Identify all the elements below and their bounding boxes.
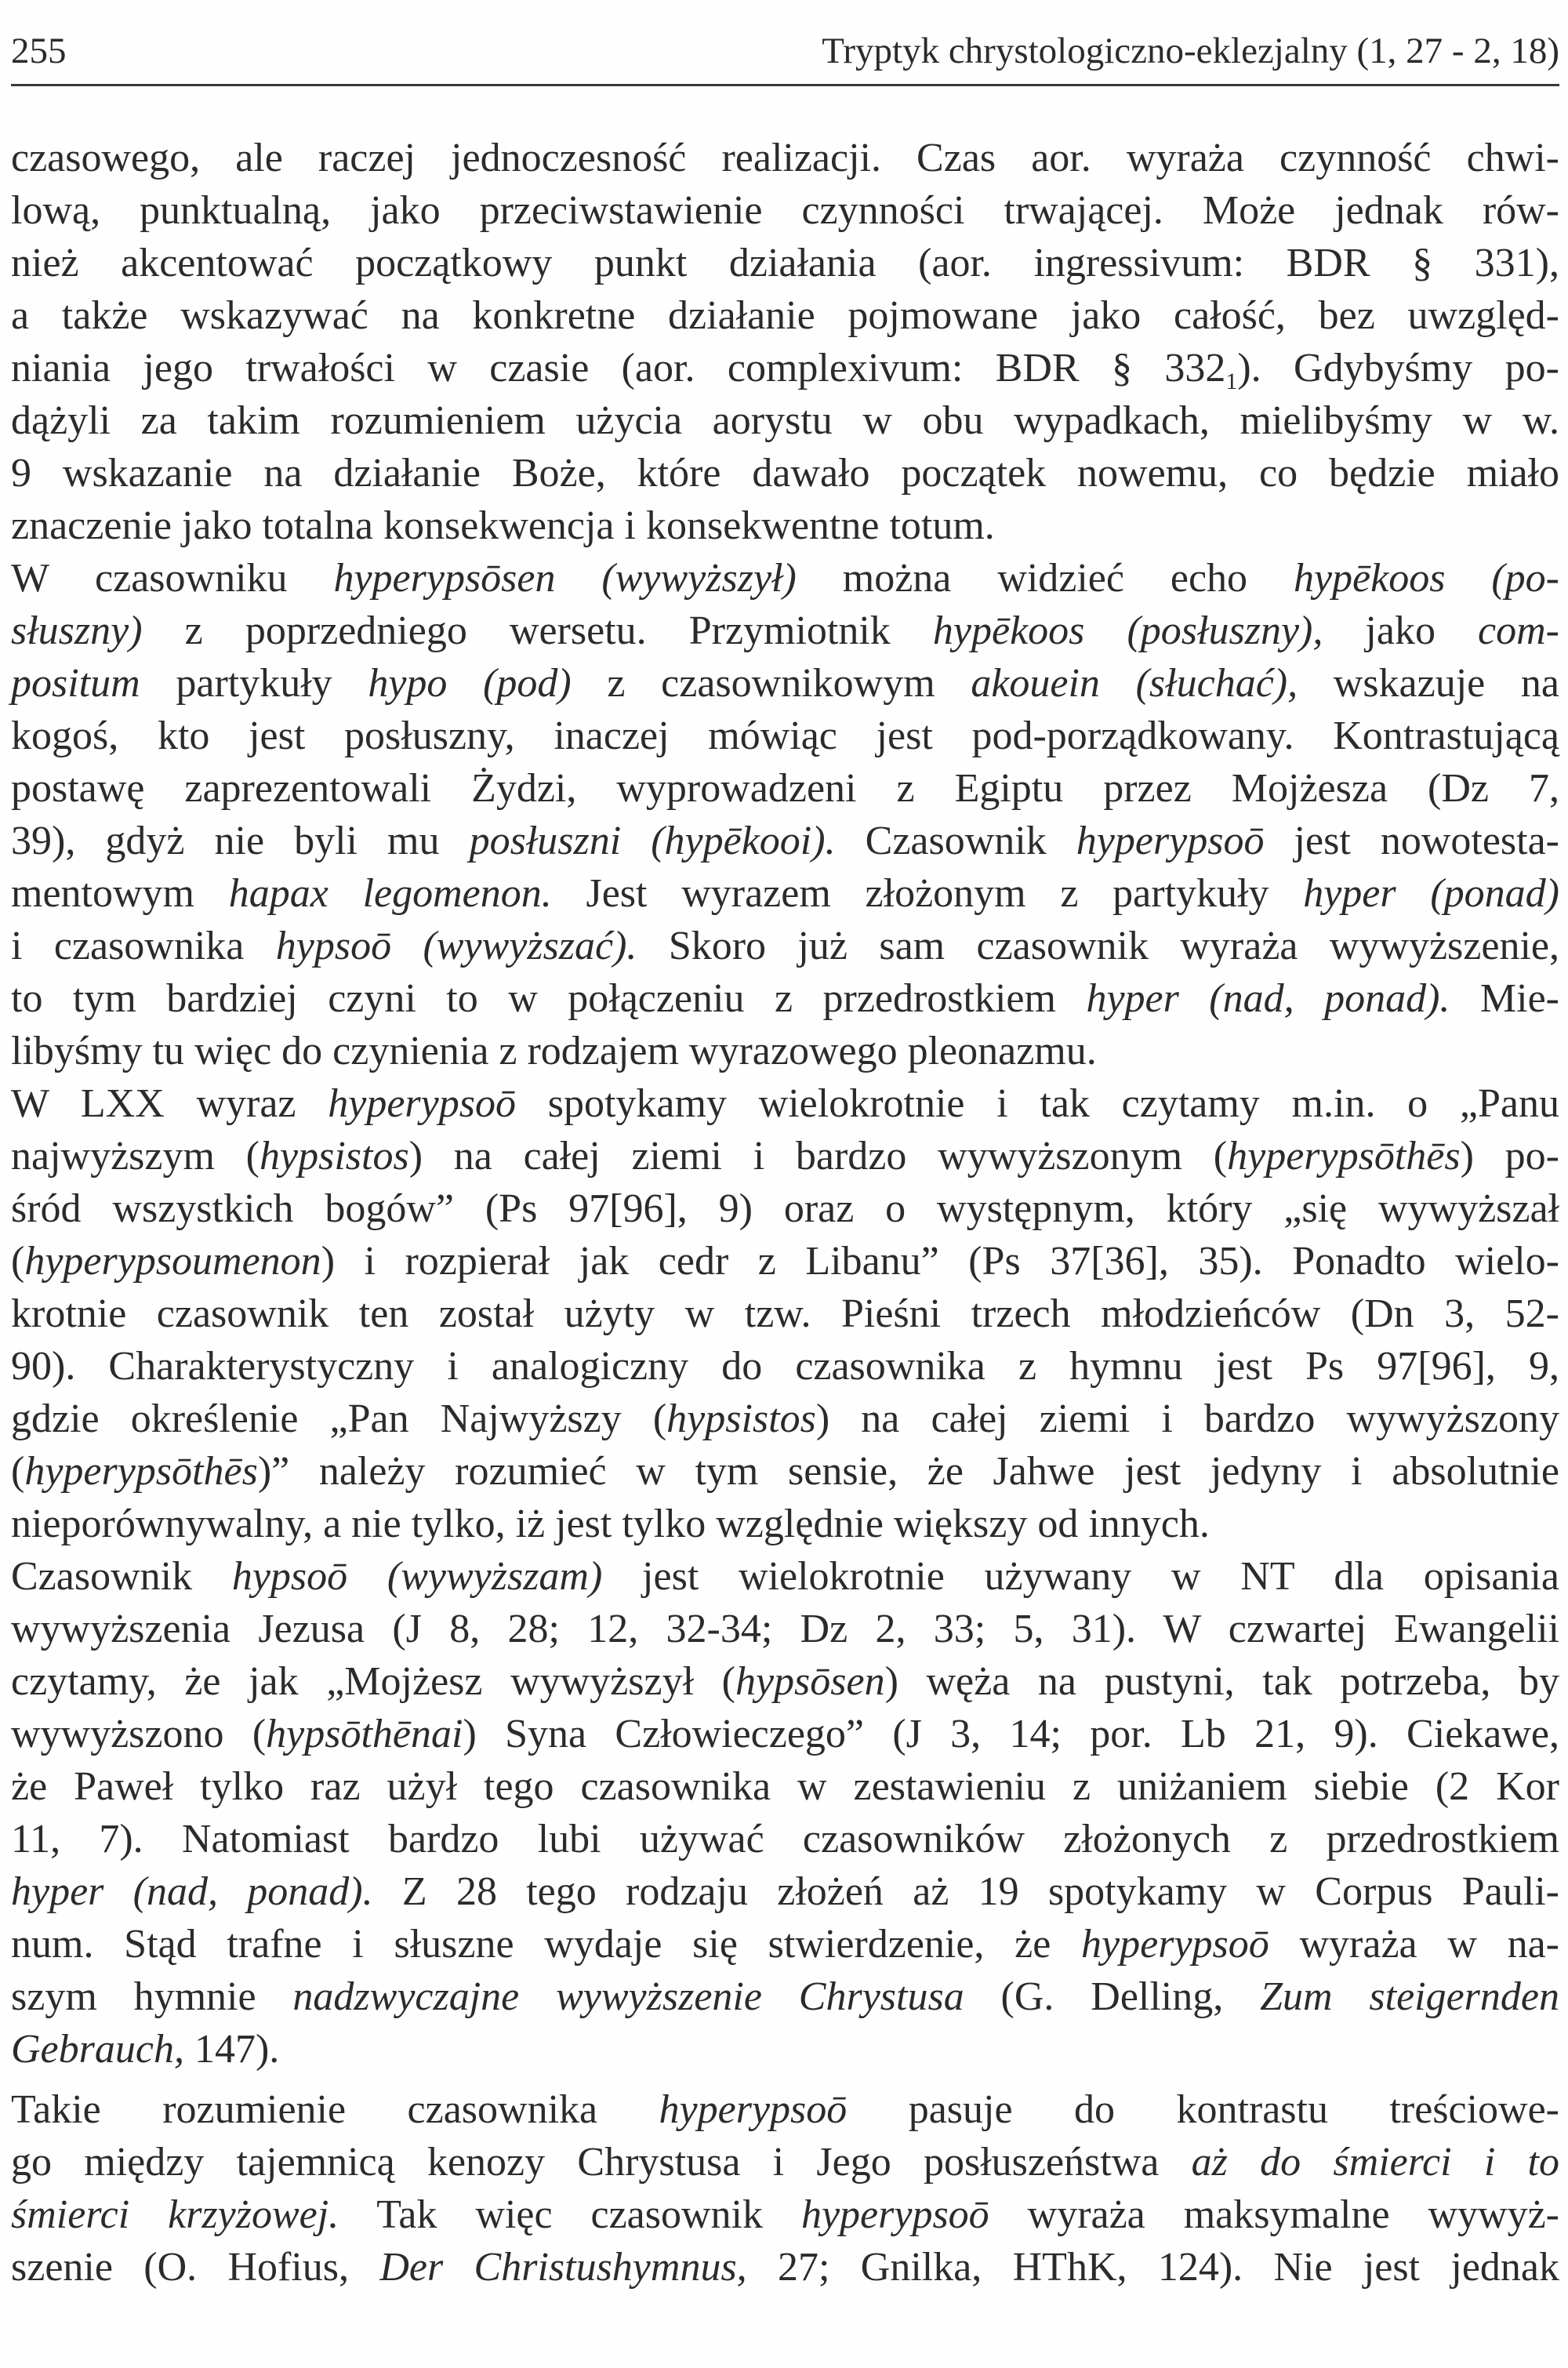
italic-text: Der Christushymnus, [379,2245,747,2290]
italic-text: posłuszni (hypēkooi). [469,819,836,863]
text-line [11,342,1559,394]
text-run: 39), gdyż nie byli mu [11,819,470,863]
text-run: czasowego, ale raczej jednoczesność realizacji. Czas aor. wyraża czynność chwi- [11,136,1559,180]
text-line [11,1970,1559,2023]
text-line [11,184,1559,237]
text-line [11,1182,1559,1235]
italic-text: słuszny) [11,608,143,653]
text-run: śród wszystkich bogów” (Ps 97[96], 9) oraz o występnym, który „się wywyższał [11,1186,1559,1231]
text-line [11,1918,1559,1970]
text-run: ). Gdybyśmy po- [1237,346,1559,390]
text-run: ) po- [1460,1134,1559,1179]
text-line [11,2083,1559,2136]
italic-text: hypo (pod) [368,661,572,706]
text-line [11,447,1559,499]
text-line [11,552,1559,605]
text-run: Mie- [1450,976,1559,1021]
text-run: ) na całej ziemi i bardzo wywyższonym ( [408,1134,1228,1179]
text-run: wyraża maksymalne wywyż- [989,2192,1559,2237]
italic-text: com- [1478,608,1559,653]
italic-text: positum [11,661,140,706]
text-line [11,394,1559,447]
text-line [11,1288,1559,1340]
text-run: czytamy, że jak „Mojżesz wywyższył ( [11,1659,735,1704]
text-line [11,2136,1559,2188]
text-line [11,1130,1559,1182]
text-run: nież akcentować początkowy punkt działania (aor. ingressivum: BDR § 331), [11,241,1559,285]
text-run: 147). [183,2027,280,2072]
text-run: Tak więc czasownik [339,2192,801,2237]
text-run: dążyli za takim rozumieniem użycia aorystu w obu wypadkach, mielibyśmy w w. [11,398,1559,443]
page-number: 255 [11,31,67,71]
text-run: ) i rozpierał jak cedr z Libanu” (Ps 37[36], 35). Ponadto wielo- [321,1239,1559,1284]
text-run: jest nowotesta- [1264,819,1559,863]
text-run: W LXX wyraz [11,1081,328,1126]
text-line [11,1077,1559,1130]
italic-text: hyper (nad, ponad). [11,1869,373,1914]
text-run: kogoś, kto jest posłuszny, inaczej mówiąc jest pod-porządkowany. Kontrastującą [11,714,1559,758]
text-line [11,1760,1559,1813]
text-line [11,605,1559,657]
text-line [11,1813,1559,1865]
text-line [11,2023,1559,2076]
text-run: Takie rozumienie czasownika [11,2087,659,2132]
text-line [11,499,1559,552]
text-line [11,1603,1559,1655]
text-run: a także wskazywać na konkretne działanie pojmowane jako całość, bez uwzględ- [11,293,1559,338]
text-run: i czasownika [11,924,276,968]
text-run: lową, punktualną, jako przeciwstawienie czynności trwającej. Może jednak rów- [11,188,1559,233]
text-run: 27; Gnilka, HThK, 124). Nie jest jednak [746,2245,1560,2290]
text-run: pasuje do kontrastu treściowe- [847,2087,1559,2132]
text-run: krotnie czasownik ten został użyty w tzw. Pieśni trzech młodzieńców (Dn 3, 52- [11,1291,1559,1336]
italic-text: hypsōthēnai [266,1712,463,1756]
text-line [11,1340,1559,1393]
italic-text: hyperypsoō [800,2192,989,2237]
italic-text: hapax legomenon. [228,871,552,916]
italic-text: hyperypsōthēs [1227,1134,1461,1179]
text-line [11,920,1559,972]
text-run: można widzieć echo [796,556,1294,601]
text-line [11,1865,1559,1918]
italic-text: aż do śmierci i to [1191,2140,1559,2185]
italic-text: hypēkoos (posłuszny), [932,608,1323,653]
text-line [11,1445,1559,1498]
text-run: szym hymnie [11,1974,293,2019]
text-run: partykuły [140,661,368,706]
text-line [11,237,1559,289]
text-line [11,815,1559,867]
text-run: (G. Delling, [964,1974,1261,2019]
text-line [11,1025,1559,1077]
text-run: jako [1323,608,1479,653]
text-line [11,289,1559,342]
text-line [11,132,1559,184]
text-run: Czasownik [835,819,1076,863]
text-line [11,972,1559,1025]
text-run: libyśmy tu więc do czynienia z rodzajem wyrazowego pleonazmu. [11,1029,1097,1073]
italic-text: hypsoō (wywyższać). [275,924,637,968]
text-run: Z 28 tego rodzaju złożeń aż 19 spotykamy w Corpus Pauli- [372,1869,1560,1914]
text-run: wywyższono ( [11,1712,267,1756]
text-run: ( [11,1239,25,1284]
subscript: 1 [1225,369,1238,394]
text-run: mentowym [11,871,229,916]
italic-text: hypsoō (wywyższam) [231,1554,603,1599]
text-line [11,762,1559,815]
text-run: z poprzedniego wersetu. Przymiotnik [142,608,933,653]
text-run: )” należy rozumieć w tym sensie, że Jahwe jest jedyny i absolutnie [257,1449,1559,1494]
text-run: W czasowniku [11,556,334,601]
text-run: Skoro już sam czasownik wyraża wywyższenie, [637,924,1559,968]
text-line [11,1498,1559,1550]
text-run: Czasownik [11,1554,232,1599]
text-run: num. Stąd trafne i słuszne wydaje się stwierdzenie, że [11,1922,1082,1967]
text-run: szenie (O. Hofius, [11,2245,380,2290]
text-line [11,1393,1559,1445]
text-run: jest wielokrotnie używany w NT dla opisania [602,1554,1559,1599]
text-run: nieporównywalny, a nie tylko, iż jest tylko względnie większy od innych. [11,1502,1210,1546]
italic-text: śmierci krzyżowej. [11,2192,339,2237]
text-run: ( [11,1449,25,1494]
text-run: znaczenie jako totalna konsekwencja i konsekwentne totum. [11,503,995,548]
text-run: że Paweł tylko raz użył tego czasownika w zestawieniu z uniżaniem siebie (2 Kor [11,1764,1559,1809]
text-run: ) Syna Człowieczego” (J 3, 14; por. Lb 21, 9). Ciekawe, [463,1712,1559,1756]
italic-text: hyper (ponad) [1303,871,1559,916]
text-line [11,1550,1559,1603]
italic-text: hyperypsoō [1081,1922,1269,1967]
text-run: wywyższenia Jezusa (J 8, 28; 12, 32-34; Dz 2, 33; 5, 31). W czwartej Ewangelii [11,1607,1559,1651]
italic-text: hyperypsoō [328,1081,516,1126]
running-title: Tryptyk chrystologiczno-eklezjalny (1, 27 - 2, 18) [822,31,1559,71]
text-run: z czasownikowym [571,661,971,706]
text-run: postawę zaprezentowali Żydzi, wyprowadzeni z Egiptu przez Mojżesza (Dz 7, [11,766,1559,811]
text-run: wskazuje na [1298,661,1560,706]
text-run: gdzie określenie „Pan Najwyższy ( [11,1396,667,1441]
text-run: Jest wyrazem złożonym z partykuły [551,871,1304,916]
text-run: wyraża w na- [1269,1922,1560,1967]
text-run: 9 wskazanie na działanie Boże, które dawało początek nowemu, co będzie miało [11,451,1559,496]
text-run: ) na całej ziemi i bardzo wywyższony [815,1396,1559,1441]
text-line [11,657,1559,710]
text-line [11,1655,1559,1708]
text-line [11,867,1559,920]
italic-text: hypsistos [260,1134,409,1179]
page-header [11,24,1559,78]
text-run: niania jego trwałości w czasie (aor. complexivum: BDR § 332 [11,346,1226,390]
text-line [11,2188,1559,2241]
italic-text: hyperypsōthēs [24,1449,258,1494]
text-run: spotykamy wielokrotnie i tak czytamy m.in. o „Panu [515,1081,1559,1126]
text-run: ) węża na pustyni, tak potrzeba, by [884,1659,1560,1704]
text-line [11,1235,1559,1288]
italic-text: Gebrauch, [11,2027,184,2072]
text-run: 90). Charakterystyczny i analogiczny do czasownika z hymnu jest Ps 97[96], 9, [11,1344,1559,1389]
italic-text: hyper (nad, ponad). [1086,976,1450,1021]
text-run: to tym bardziej czyni to w połączeniu z przedrostkiem [11,976,1087,1021]
italic-text: nadzwyczajne wywyższenie Chrystusa [292,1974,964,2019]
text-line [11,1708,1559,1760]
text-line [11,710,1559,762]
header-rule [11,84,1559,86]
italic-text: akouein (słuchać), [971,661,1298,706]
italic-text: hyperypsoō [659,2087,848,2132]
italic-text: Zum steigernden [1260,1974,1559,2019]
italic-text: hyperypsoumenon [24,1239,321,1284]
text-run: go między tajemnicą kenozy Chrystusa i Jego posłuszeństwa [11,2140,1192,2185]
italic-text: hypēkoos (po- [1293,556,1559,601]
italic-text: hypsistos [666,1396,816,1441]
italic-text: hypsōsen [735,1659,885,1704]
body-text [11,132,1559,2294]
text-run: 11, 7). Natomiast bardzo lubi używać czasowników złożonych z przedrostkiem [11,1817,1559,1861]
italic-text: hyperypsōsen (wywyższył) [333,556,797,601]
text-line [11,2241,1559,2294]
text-run: najwyższym ( [11,1134,260,1179]
italic-text: hyperypsoō [1076,819,1265,863]
